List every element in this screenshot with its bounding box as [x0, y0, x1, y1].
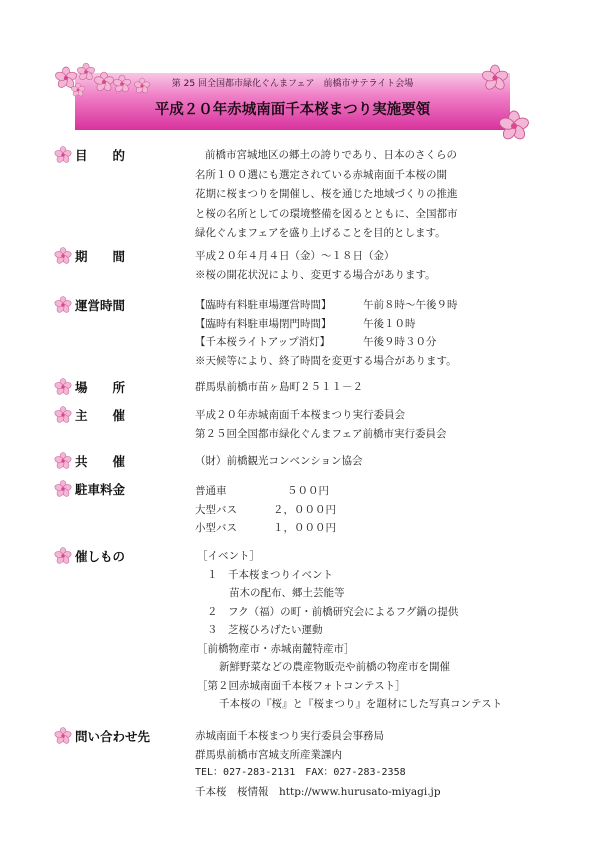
cherry-blossom-icon: [54, 146, 72, 164]
cherry-blossom-icon: [54, 296, 72, 314]
period-text: 平成２０年４月４日（金）～１８日（金） ※桜の開花状況により、変更する場合があります。: [195, 250, 436, 281]
host-text: 平成２０年赤城南面千本桜まつり実行委員会 第２５回全国都市緑化ぐんまフェア前橋市実行委員会: [195, 409, 447, 440]
hours-row: 【臨時有料駐車場閉門時間】 午後１０時: [195, 317, 416, 330]
parking-text: [195, 482, 336, 538]
cherry-blossom-icon: [54, 406, 72, 424]
events-label: 催しもの: [75, 549, 126, 564]
events-text: ［イベント］ １ 千本桜まつりイベント 苗木の配布、郷土芸能等 ２ フク（福）の町・前橋研究会によるフグ鍋の提供 ３ 芝桜ひろげたい運動 ［前橋物産市・赤城南麓特産市］ 新鮮野菜などの農産物販売や前橋の物産市を開催 ［第２回赤城南面千本桜フォトコンテスト］ 千本桜の『桜』と『桜まつり』を題材にした写真コンテスト: [197, 550, 503, 710]
place-label: 場 所: [75, 380, 126, 395]
cherry-blossom-icon: [54, 247, 72, 265]
hours-row: 【臨時有料駐車場運営時間】 午前８時～午後９時: [195, 299, 458, 311]
contact-label: 問い合わせ先: [75, 729, 151, 744]
cherry-blossom-icon: [54, 727, 72, 745]
parking-row: 小型バス １，０００円: [195, 522, 336, 534]
cherry-blossom-icon: [470, 60, 520, 100]
parking-row: 普通車 ５００円: [195, 485, 329, 497]
cherry-blossom-icon: [54, 452, 72, 470]
contact-url[interactable]: 千本桜 桜情報 http://www.hurusato-miyagi.jp: [195, 785, 441, 798]
cohost-text: （財）前橋観光コンベンション協会: [195, 455, 363, 467]
purpose-text: 前橋市宮城地区の郷土の誇りであり、日本のさくらの 名所１００選にも選定されている赤城南面千本桜の開 花期に桜まつりを開催し、桜を通じた地域づくりの推進 と桜の名所としての環境整備を図るとともに、全国都市 緑化ぐんまフェアを盛り上げることを目的とします。: [195, 149, 458, 239]
purpose-label: 目 的: [75, 148, 126, 163]
cherry-blossom-icon: [54, 547, 72, 565]
cherry-blossom-icon: [110, 70, 160, 100]
cherry-blossom-icon: [54, 378, 72, 396]
place-text: 群馬県前橋市苗ヶ島町２５１１－２: [195, 381, 363, 393]
page-title: 平成２０年赤城南面千本桜まつり実施要領: [154, 102, 431, 118]
cohost-label: 共 催: [75, 454, 126, 469]
contact-text: 赤城南面千本桜まつり実行委員会事務局 群馬県前橋市宮城支所産業課内 TEL：027-283-2131 FAX：027-283-2358 千本桜 桜情報 http://www.hurusato-miyagi.jp: [195, 727, 441, 801]
header-subtitle: 第 25 回全国都市緑化ぐんまフェア 前橋市サテライト会場: [171, 79, 414, 89]
period-label: 期 間: [75, 249, 126, 264]
parking-label: 駐車料金: [75, 482, 126, 497]
host-label: 主 催: [75, 408, 126, 423]
cherry-blossom-icon: [54, 480, 72, 498]
hours-row: 【千本桜ライトアップ消灯】 午後９時３０分: [195, 336, 437, 348]
hours-label: 運営時間: [75, 298, 126, 313]
hours-text: 【臨時有料駐車場運営時間】 午前８時～午後９時 【臨時有料駐車場閉門時間】 午後１０時 【千本桜ライトアップ消灯】 午後９時３０分 ※天候等により、終了時間を変更する場合があります。: [195, 296, 458, 370]
parking-row: 大型バス ２，０００円: [195, 503, 336, 516]
cherry-blossom-icon: [490, 104, 540, 149]
